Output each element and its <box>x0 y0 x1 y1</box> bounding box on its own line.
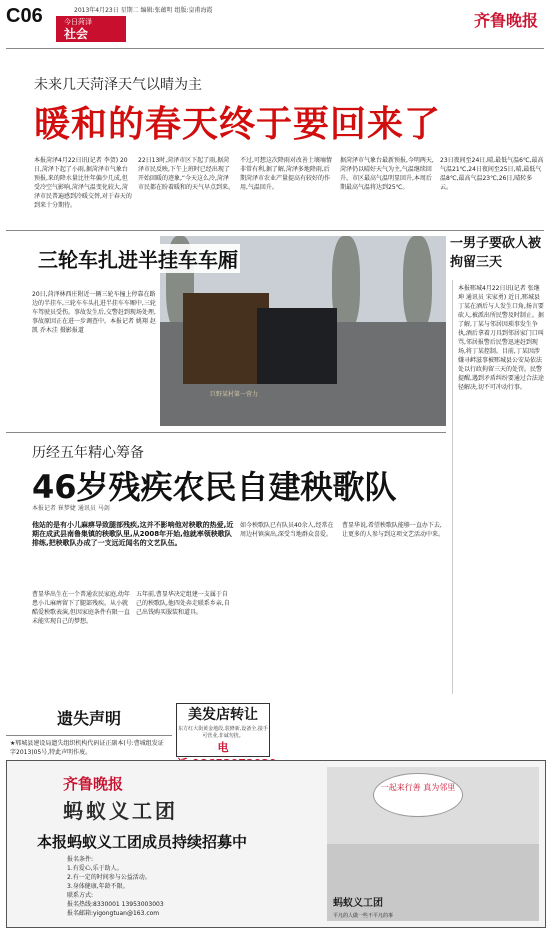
recruit-line: 2.有一定的时间参与公益活动。 <box>67 874 151 881</box>
sidebar-title-box <box>450 234 544 278</box>
story1-column: 本报菏泽4月22日讯(记者 李贺) 20日,菏泽下起了小雨,据菏泽市气象台预报,来的降水量比往年偏少几成,但受冷空气影响,菏泽气温变化较大,菏泽市民普遍感到冷暖交替,对于春天的到来十分期待。 <box>34 157 132 209</box>
recruit-body <box>67 855 287 918</box>
recruit-headline: 本报蚂蚁义工团成员持续招募中 <box>37 833 248 851</box>
recruit-line: 报名条件: <box>67 856 94 863</box>
shop-title: 美发店转让 <box>188 707 258 723</box>
recruit-brand: 齐鲁晚报 <box>63 775 124 793</box>
recruit-line: 报名邮箱:yigongtuan@163.com <box>67 910 160 917</box>
story2-text: 20日,菏泽林西庄附近一辆三轮车撞上停靠在路边的半挂车,三轮车车头扎进半挂车车厢中,三轮车驾驶员受伤。事故发生后,交警赶到现场处理,事故原因正在进一步调查中。本报记者 姚翔 赵凯 乔木洼 摄影报道 <box>32 291 156 334</box>
story1-column: 22日13时,菏泽市区下起了雨,据菏泽市民反映,下午上班时已经出现了开始回暖的迹象,“今天这么冷,菏泽市民都在盼着暖和的天气早点到来。 <box>138 157 234 191</box>
page-number: C06 <box>6 5 43 27</box>
story1-headline: 暖和的春天终于要回来了 <box>34 104 442 145</box>
shop-transfer-ad <box>176 703 270 757</box>
speech-bubble: 一起来行善 真为邻里 <box>373 773 463 817</box>
recruit-graphic <box>327 767 539 921</box>
shop-phone: 电 <box>217 741 229 754</box>
section-name: 社会 <box>64 27 89 41</box>
notice-text: ★郓城县建设局遗失组织机构代码证正副本(号:曹城组发证字2013)05号,特此声明作废。 <box>10 740 164 756</box>
lost-notice-ad <box>6 703 172 755</box>
sidebar-rule <box>452 280 453 694</box>
masthead-logo: 齐鲁晚报 <box>473 11 538 30</box>
story1-column: 23日夜间至24日,晴,最低气温6℃,最高气温21℃,24日夜间至25日,晴,最低气温8℃,最高气温23℃,26日,晴转多云。 <box>440 157 544 191</box>
issue-meta: 2013年4月23日 星期二 编辑:张蕴明 组版:皇甫海霞 <box>74 7 213 14</box>
shop-text: 东方红大街黄金地段,装修新,设备全,接手可营业,非诚勿扰。 <box>178 726 268 739</box>
story3-kicker: 历经五年精心筹备 <box>32 445 144 461</box>
hill-illustration <box>327 844 539 921</box>
story3-lead: 他站的是有小儿麻痹导致腿部残疾,这并不影响他对秧歌的热爱,近期在成武县南鲁集镇的秧歌队里,从2008年开始,他就率领秧歌队排练,把秧歌队办成了一支远近闻名的文艺队伍。 <box>32 521 234 547</box>
recruit-org: 蚂蚁义工团 <box>63 799 178 823</box>
story3-column: 曹显华说,希望秧歌队能够一直办下去,让更多的人参与到这项文艺活动中来。 <box>342 522 445 538</box>
section-label <box>56 16 126 42</box>
section-top-label: 今日菏泽 <box>64 18 92 26</box>
recruit-line: 报名热线:8330001 13953003003 <box>67 901 164 908</box>
page-header <box>0 0 550 46</box>
notice-title: 遗失声明 <box>6 703 172 736</box>
story3-byline: 本报记者 崔梦婕 通讯员 马剑 <box>32 505 110 512</box>
story2-title: 三轮车扎进半挂车车厢 <box>36 244 240 273</box>
story3-column: 五年前,曹显华决定组建一支属于自己的秧歌队,他四处奔走联系乡亲,自己出钱购买服装和道具。 <box>136 591 230 616</box>
section-divider <box>6 432 446 433</box>
story1-column: 据菏泽市气象台最新预报,今明两天,菏泽仍以晴好天气为主,气温继续回升。市区最高气温明显回升,本周后期最高气温将达到25℃。 <box>340 157 434 191</box>
story1-kicker: 未来几天菏泽天气以晴为主 <box>34 77 202 93</box>
header-rule <box>6 48 544 49</box>
recruit-slogan: 平凡的人做一些不平凡的事 <box>333 913 394 919</box>
recruit-line: 3.身体健康,年龄不限。 <box>67 883 129 890</box>
story1-column: 不过,可想这次降雨对改善土壤墒情非常有利,据了解,菏泽多地降雨,后期菏泽市农业产量提高有较好的作用,气温回升。 <box>240 157 332 191</box>
sidebar-title: 一男子要砍人被拘留三天 <box>450 236 542 270</box>
recruit-line: 联系方式: <box>67 892 94 899</box>
story3-headline: 46岁残疾农民自建秧歌队 <box>32 468 397 506</box>
story3-column: 如今秧歌队已有队员40余人,经常在周边村镇演出,深受当地群众喜爱。 <box>240 522 334 538</box>
ant-logo-text: 蚂蚁义工团 <box>333 898 383 909</box>
story3-column: 曹显华出生在一个普通农民家庭,幼年患小儿麻痹留下了腿部残疾。从小就酷爱秧歌表演,但因家庭条件有限一直未能实现自己的梦想。 <box>32 591 130 625</box>
volunteer-recruit-ad <box>6 760 546 928</box>
section-divider <box>6 230 544 231</box>
sidebar-text: 本报郓城4月22日讯(记者 张继坤 通讯员 宋家勇) 近日,郓城县丁某在酒后与人发生口角,扬言要砍人,被派出所民警及时制止。据了解,丁某与邻居因琐事发生争执,酒后拿着刀具到邻居家门口叫骂,邻居报警后民警迅速赶到现场,将丁某控制。目前,丁某因涉嫌寻衅滋事被郓城县公安局依法处以行政拘留三天的处罚。民警提醒,遇到矛盾纠纷要通过合法途径解决,切不可冲动行事。 <box>458 285 544 391</box>
photo-sign-text: 巨野某村第一营力 <box>210 391 259 398</box>
recruit-line: 1.有爱心,乐于助人。 <box>67 865 123 872</box>
